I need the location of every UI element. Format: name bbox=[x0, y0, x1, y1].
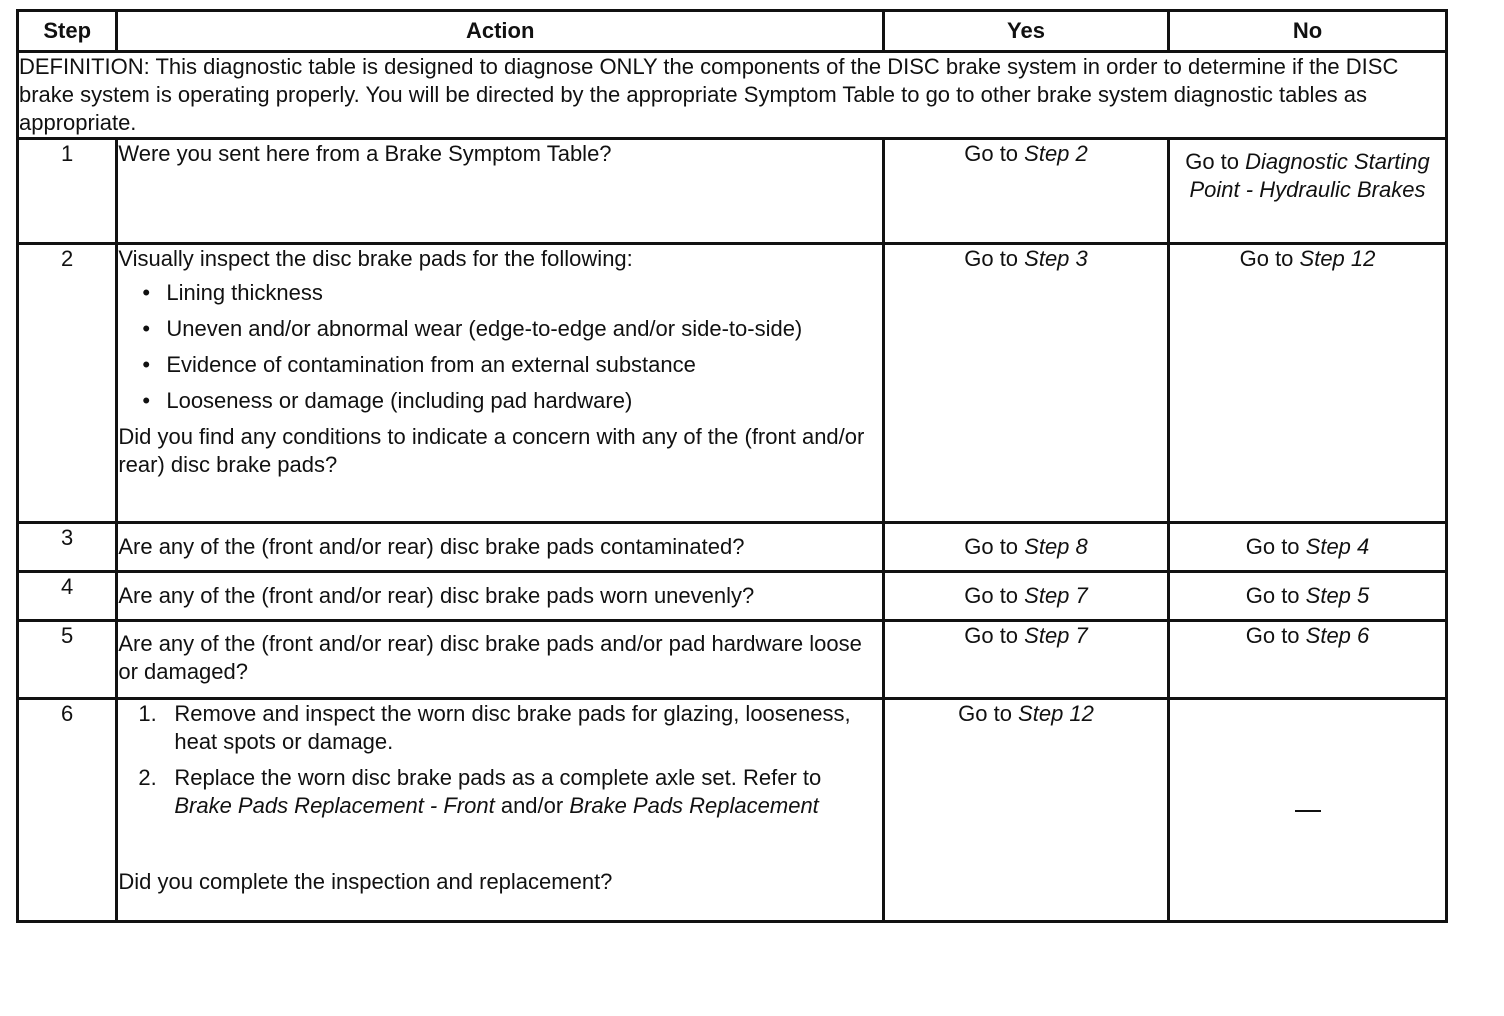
bullet-list bbox=[118, 279, 882, 415]
goto-prefix: Go to bbox=[964, 583, 1025, 608]
yes-cell bbox=[884, 139, 1169, 244]
action-cell bbox=[117, 244, 884, 523]
no-cell bbox=[1169, 244, 1447, 523]
table-row bbox=[18, 621, 1447, 699]
goto-prefix: Go to bbox=[1245, 534, 1306, 559]
yes-cell bbox=[884, 572, 1169, 621]
no-cell bbox=[1169, 139, 1447, 244]
ref-link[interactable]: Brake Pads Replacement bbox=[569, 793, 819, 818]
no-target-link[interactable]: Step 5 bbox=[1305, 583, 1370, 608]
definition-text: DEFINITION: This diagnostic table is designed to diagnose ONLY the components of the DISC brake system in order to determine if the DISC brake system is operating properly. You will be directed by the appropriate Symptom Table to go to other brake system diagnostic tables as appropriate. bbox=[18, 52, 1447, 139]
yes-target-link[interactable]: Step 8 bbox=[1024, 534, 1088, 559]
action-question: Are any of the (front and/or rear) disc brake pads worn unevenly? bbox=[118, 583, 755, 608]
action-question: Did you find any conditions to indicate a concern with any of the (front and/or rear) disc brake pads? bbox=[118, 424, 865, 477]
list-item: 1. Remove and inspect the worn disc brake pads for glazing, looseness, heat spots or damage. bbox=[138, 701, 851, 754]
goto-prefix: Go to bbox=[964, 246, 1025, 271]
table-row bbox=[18, 139, 1447, 244]
ref-link[interactable]: Brake Pads Replacement - Front bbox=[174, 793, 495, 818]
goto-prefix: Go to bbox=[1239, 246, 1300, 271]
no-cell bbox=[1169, 621, 1447, 699]
no-cell bbox=[1169, 572, 1447, 621]
diagnostic-table bbox=[16, 9, 1448, 923]
definition-row bbox=[18, 52, 1447, 139]
no-target-link[interactable]: Step 4 bbox=[1305, 534, 1370, 559]
yes-cell bbox=[884, 621, 1169, 699]
yes-target-link[interactable]: Step 12 bbox=[1018, 701, 1094, 726]
list-item: • Uneven and/or abnormal wear (edge-to-edge and/or side-to-side) bbox=[142, 316, 803, 341]
goto-prefix: Go to bbox=[964, 623, 1025, 648]
table-row bbox=[18, 523, 1447, 572]
list-item: • Lining thickness bbox=[142, 280, 323, 305]
action-cell bbox=[117, 523, 884, 572]
goto-prefix: Go to bbox=[1245, 583, 1306, 608]
step-number: 6 bbox=[18, 699, 117, 922]
action-question: Did you complete the inspection and replacement? bbox=[118, 869, 613, 894]
goto-prefix: Go to bbox=[1185, 149, 1246, 174]
action-cell bbox=[117, 572, 884, 621]
not-applicable-dash bbox=[1295, 810, 1321, 812]
list-item: • Evidence of contamination from an external substance bbox=[142, 352, 696, 377]
list-item: • Looseness or damage (including pad hardware) bbox=[142, 388, 633, 413]
goto-prefix: Go to bbox=[964, 141, 1025, 166]
no-cell bbox=[1169, 523, 1447, 572]
step-number: 3 bbox=[18, 523, 117, 572]
yes-target-link[interactable]: Step 7 bbox=[1024, 623, 1088, 648]
no-target-link[interactable]: Step 12 bbox=[1299, 246, 1376, 271]
action-question: Were you sent here from a Brake Symptom Table? bbox=[118, 141, 612, 166]
table-row bbox=[18, 699, 1447, 922]
goto-prefix: Go to bbox=[958, 701, 1019, 726]
action-cell bbox=[117, 621, 884, 699]
header-yes: Yes bbox=[884, 11, 1169, 52]
header-row bbox=[18, 11, 1447, 52]
yes-target-link[interactable]: Step 7 bbox=[1024, 583, 1088, 608]
table-row bbox=[18, 572, 1447, 621]
no-target-link[interactable]: Diagnostic Starting Point - Hydraulic Brakes bbox=[1189, 149, 1430, 202]
action-cell bbox=[117, 699, 884, 922]
yes-cell bbox=[884, 523, 1169, 572]
step-number: 2 bbox=[18, 244, 117, 523]
action-question: Are any of the (front and/or rear) disc brake pads contaminated? bbox=[118, 534, 745, 559]
header-action: Action bbox=[117, 11, 884, 52]
header-step: Step bbox=[18, 11, 117, 52]
action-question: Are any of the (front and/or rear) disc brake pads and/or pad hardware loose or damaged? bbox=[118, 631, 862, 684]
yes-target-link[interactable]: Step 3 bbox=[1024, 246, 1088, 271]
action-cell bbox=[117, 139, 884, 244]
step-number: 4 bbox=[18, 572, 117, 621]
header-no: No bbox=[1169, 11, 1447, 52]
yes-cell bbox=[884, 699, 1169, 922]
no-target-link[interactable]: Step 6 bbox=[1305, 623, 1370, 648]
no-cell bbox=[1169, 699, 1447, 922]
goto-prefix: Go to bbox=[964, 534, 1025, 559]
yes-target-link[interactable]: Step 2 bbox=[1024, 141, 1088, 166]
table-row bbox=[18, 244, 1447, 523]
yes-cell bbox=[884, 244, 1169, 523]
goto-prefix: Go to bbox=[1245, 623, 1306, 648]
action-intro: Visually inspect the disc brake pads for the following: bbox=[118, 246, 633, 271]
numbered-list bbox=[118, 700, 882, 820]
list-item: 2. Replace the worn disc brake pads as a complete axle set. Refer to Brake Pads Replacement - Front and/or Brake Pads Replacement bbox=[138, 765, 822, 818]
step-number: 5 bbox=[18, 621, 117, 699]
step-number: 1 bbox=[18, 139, 117, 244]
